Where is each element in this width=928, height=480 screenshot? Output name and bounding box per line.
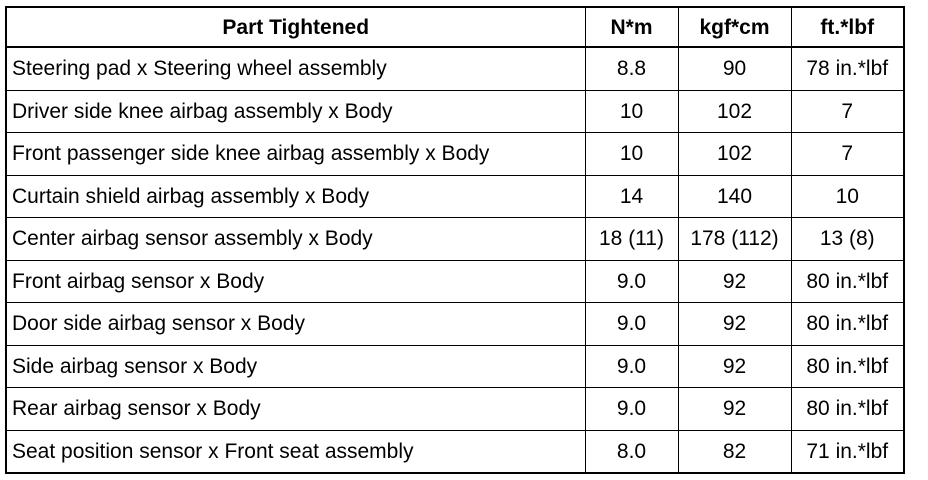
- kgf-cm-cell: 140: [678, 175, 791, 218]
- nm-cell: 18 (11): [585, 218, 678, 261]
- ft-lbf-cell: 13 (8): [791, 218, 904, 261]
- table-row: [6, 175, 904, 218]
- part-name-cell: Front airbag sensor x Body: [6, 260, 585, 303]
- kgf-cm-cell: 92: [678, 345, 791, 388]
- header-newton-meter: N*m: [585, 7, 678, 47]
- torque-specification-table: [5, 6, 905, 474]
- table-row: [6, 218, 904, 261]
- table-row: [6, 133, 904, 176]
- nm-cell: 8.0: [585, 430, 678, 473]
- part-name-cell: Door side airbag sensor x Body: [6, 303, 585, 346]
- part-name-cell: Center airbag sensor assembly x Body: [6, 218, 585, 261]
- part-name-cell: Side airbag sensor x Body: [6, 345, 585, 388]
- kgf-cm-cell: 102: [678, 90, 791, 133]
- table-row: [6, 388, 904, 431]
- part-name-cell: Steering pad x Steering wheel assembly: [6, 47, 585, 90]
- nm-cell: 8.8: [585, 47, 678, 90]
- kgf-cm-cell: 102: [678, 133, 791, 176]
- ft-lbf-cell: 80 in.*lbf: [791, 345, 904, 388]
- table-row: [6, 260, 904, 303]
- table-row: [6, 90, 904, 133]
- table-row: [6, 303, 904, 346]
- ft-lbf-cell: 80 in.*lbf: [791, 260, 904, 303]
- header-part-tightened: Part Tightened: [6, 7, 585, 47]
- kgf-cm-cell: 90: [678, 47, 791, 90]
- kgf-cm-cell: 92: [678, 303, 791, 346]
- nm-cell: 9.0: [585, 388, 678, 431]
- nm-cell: 10: [585, 133, 678, 176]
- table-row: [6, 345, 904, 388]
- ft-lbf-cell: 78 in.*lbf: [791, 47, 904, 90]
- part-name-cell: Front passenger side knee airbag assembly x Body: [6, 133, 585, 176]
- nm-cell: 9.0: [585, 303, 678, 346]
- table-row: [6, 430, 904, 473]
- ft-lbf-cell: 80 in.*lbf: [791, 303, 904, 346]
- header-kgf-cm: kgf*cm: [678, 7, 791, 47]
- ft-lbf-cell: 7: [791, 90, 904, 133]
- part-name-cell: Seat position sensor x Front seat assembly: [6, 430, 585, 473]
- table-header-row: [6, 7, 904, 47]
- part-name-cell: Driver side knee airbag assembly x Body: [6, 90, 585, 133]
- ft-lbf-cell: 10: [791, 175, 904, 218]
- table-row: [6, 47, 904, 90]
- kgf-cm-cell: 92: [678, 260, 791, 303]
- part-name-cell: Rear airbag sensor x Body: [6, 388, 585, 431]
- nm-cell: 14: [585, 175, 678, 218]
- part-name-cell: Curtain shield airbag assembly x Body: [6, 175, 585, 218]
- kgf-cm-cell: 178 (112): [678, 218, 791, 261]
- nm-cell: 10: [585, 90, 678, 133]
- kgf-cm-cell: 92: [678, 388, 791, 431]
- header-ft-lbf: ft.*lbf: [791, 7, 904, 47]
- ft-lbf-cell: 71 in.*lbf: [791, 430, 904, 473]
- nm-cell: 9.0: [585, 345, 678, 388]
- ft-lbf-cell: 7: [791, 133, 904, 176]
- ft-lbf-cell: 80 in.*lbf: [791, 388, 904, 431]
- kgf-cm-cell: 82: [678, 430, 791, 473]
- nm-cell: 9.0: [585, 260, 678, 303]
